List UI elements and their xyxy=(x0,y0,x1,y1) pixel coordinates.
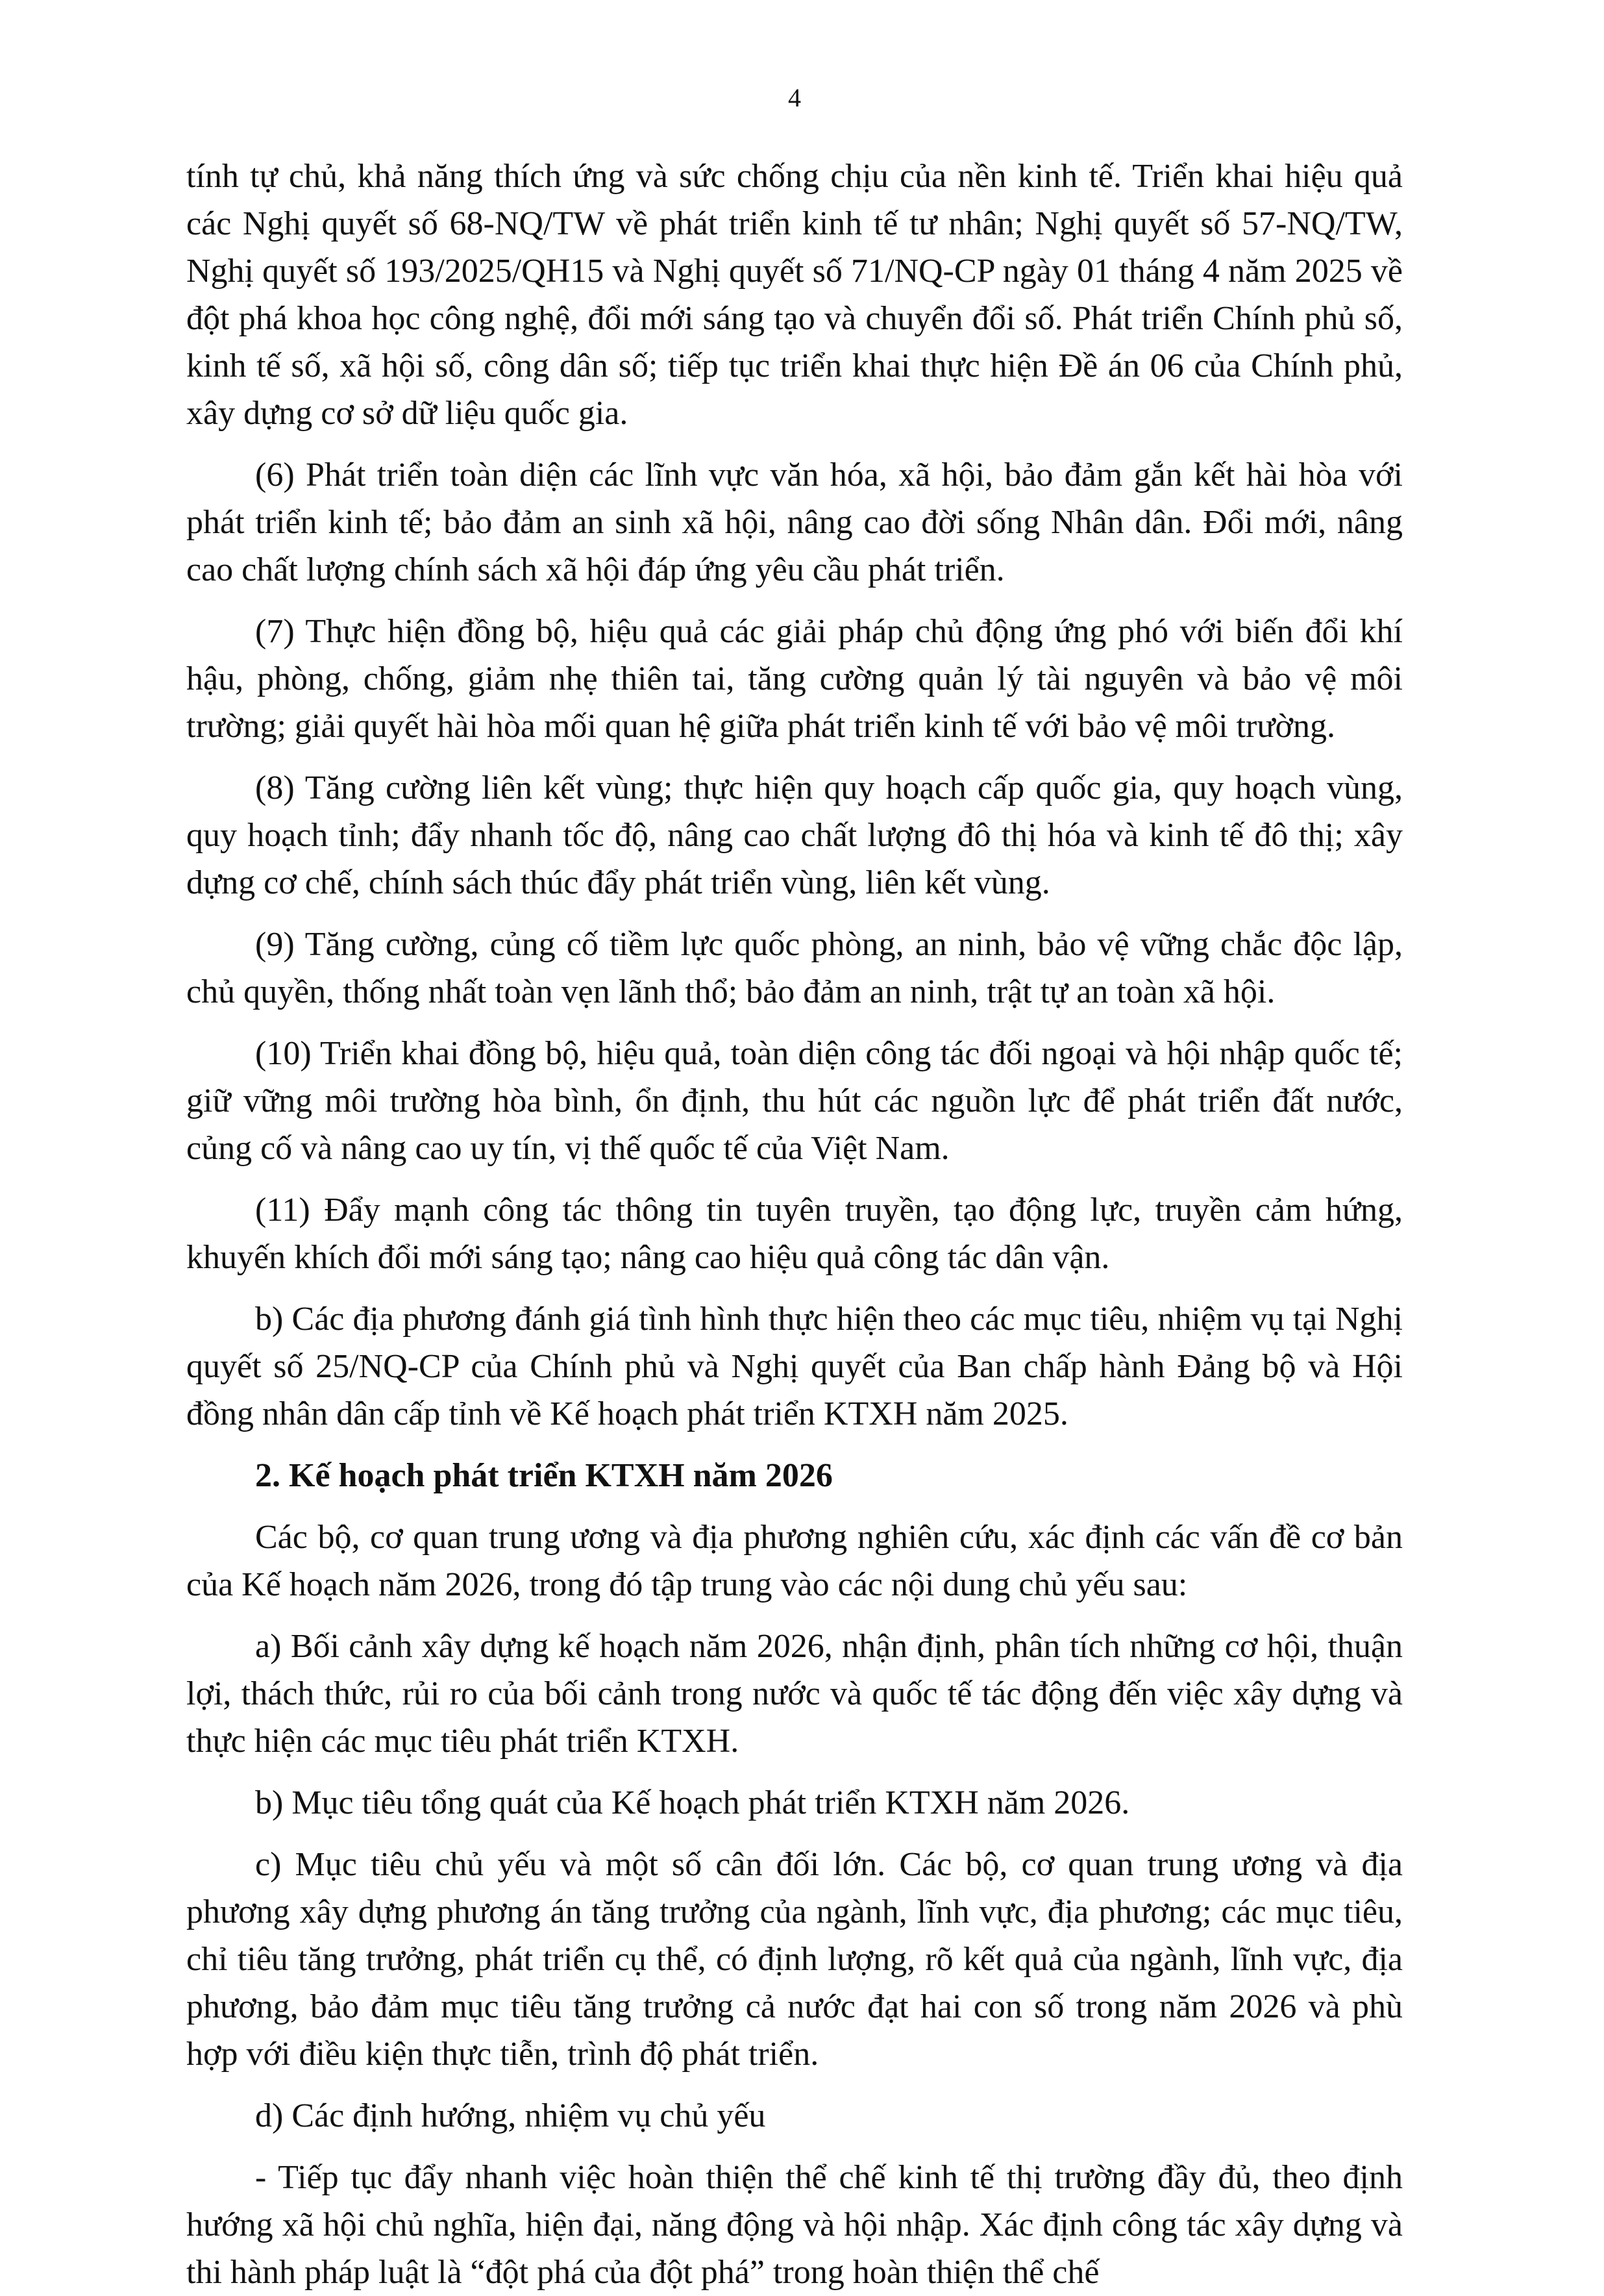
paragraph-item-10: (10) Triển khai đồng bộ, hiệu quả, toàn diện công tác đối ngoại và hội nhập quốc tế; giữ vững môi trường hòa bình, ổn định, thu hút các nguồn lực để phát triển đất nước, củng cố và nâng cao uy tín, vị thế quốc tế của Việt Nam. xyxy=(186,1035,1403,1167)
paragraph-item-7: (7) Thực hiện đồng bộ, hiệu quả các giải pháp chủ động ứng phó với biến đổi khí hậu, phòng, chống, giảm nhẹ thiên tai, tăng cường quản lý tài nguyên và bảo vệ môi trường; giải quyết hài hòa mối quan hệ giữa phát triển kinh tế với bảo vệ môi trường. xyxy=(186,613,1403,745)
paragraph-c-main-goals: c) Mục tiêu chủ yếu và một số cân đối lớn. Các bộ, cơ quan trung ương và địa phương xây dựng phương án tăng trưởng của ngành, lĩnh vực, địa phương; các mục tiêu, chỉ tiêu tăng trưởng, phát triển cụ thể, có định lượng, rõ kết quả của ngành, lĩnh vực, địa phương, bảo đảm mục tiêu tăng trưởng cả nước đạt hai con số trong năm 2026 và phù hợp với điều kiện thực tiễn, trình độ phát triển. xyxy=(186,1846,1403,2073)
paragraph-item-6: (6) Phát triển toàn diện các lĩnh vực văn hóa, xã hội, bảo đảm gắn kết hài hòa với phát triển kinh tế; bảo đảm an sinh xã hội, nâng cao đời sống Nhân dân. Đổi mới, nâng cao chất lượng chính sách xã hội đáp ứng yêu cầu phát triển. xyxy=(186,456,1403,588)
paragraph-intro-2026: Các bộ, cơ quan trung ương và địa phương nghiên cứu, xác định các vấn đề cơ bản của Kế hoạch năm 2026, trong đó tập trung vào các nội dung chủ yếu sau: xyxy=(186,1519,1403,1603)
paragraph-item-11: (11) Đẩy mạnh công tác thông tin tuyên truyền, tạo động lực, truyền cảm hứng, khuyến khích đổi mới sáng tạo; nâng cao hiệu quả công tác dân vận. xyxy=(186,1192,1403,1276)
paragraph-item-8: (8) Tăng cường liên kết vùng; thực hiện quy hoạch cấp quốc gia, quy hoạch vùng, quy hoạch tỉnh; đẩy nhanh tốc độ, nâng cao chất lượng đô thị hóa và kinh tế đô thị; xây dựng cơ chế, chính sách thúc đẩy phát triển vùng, liên kết vùng. xyxy=(186,769,1403,901)
paragraph-dash-institutions: - Tiếp tục đẩy nhanh việc hoàn thiện thể chế kinh tế thị trường đầy đủ, theo định hướng xã hội chủ nghĩa, hiện đại, năng động và hội nhập. Xác định công tác xây dựng và thi hành pháp luật là “đột phá của đột phá” trong hoàn thiện thể chế xyxy=(186,2159,1403,2291)
paragraph-b-general-goal: b) Mục tiêu tổng quát của Kế hoạch phát triển KTXH năm 2026. xyxy=(255,1784,1130,1821)
paragraph-a-context: a) Bối cảnh xây dựng kế hoạch năm 2026, nhận định, phân tích những cơ hội, thuận lợi, thách thức, rủi ro của bối cảnh trong nước và quốc tế tác động đến việc xây dựng và thực hiện các mục tiêu phát triển KTXH. xyxy=(186,1628,1403,1760)
paragraph-b-localities: b) Các địa phương đánh giá tình hình thực hiện theo các mục tiêu, nhiệm vụ tại Nghị quyết số 25/NQ-CP của Chính phủ và Nghị quyết của Ban chấp hành Đảng bộ và Hội đồng nhân dân cấp tỉnh về Kế hoạch phát triển KTXH năm 2025. xyxy=(186,1301,1403,1432)
paragraph-d-directions: d) Các định hướng, nhiệm vụ chủ yếu xyxy=(255,2097,766,2134)
page-number: 4 xyxy=(788,83,801,112)
section-heading: 2. Kế hoạch phát triển KTXH năm 2026 xyxy=(255,1457,833,1494)
paragraph-item-9: (9) Tăng cường, củng cố tiềm lực quốc phòng, an ninh, bảo vệ vững chắc độc lập, chủ quyền, thống nhất toàn vẹn lãnh thổ; bảo đảm an ninh, trật tự an toàn xã hội. xyxy=(186,926,1403,1010)
paragraph-continuation: tính tự chủ, khả năng thích ứng và sức chống chịu của nền kinh tế. Triển khai hiệu quả các Nghị quyết số 68-NQ/TW về phát triển kinh tế tư nhân; Nghị quyết số 57-NQ/TW, Nghị quyết số 193/2025/QH15 và Nghị quyết số 71/NQ-CP ngày 01 tháng 4 năm 2025 về đột phá khoa học công nghệ, đổi mới sáng tạo và chuyển đổi số. Phát triển Chính phủ số, kinh tế số, xã hội số, công dân số; tiếp tục triển khai thực hiện Đề án 06 của Chính phủ, xây dựng cơ sở dữ liệu quốc gia. xyxy=(186,158,1403,432)
